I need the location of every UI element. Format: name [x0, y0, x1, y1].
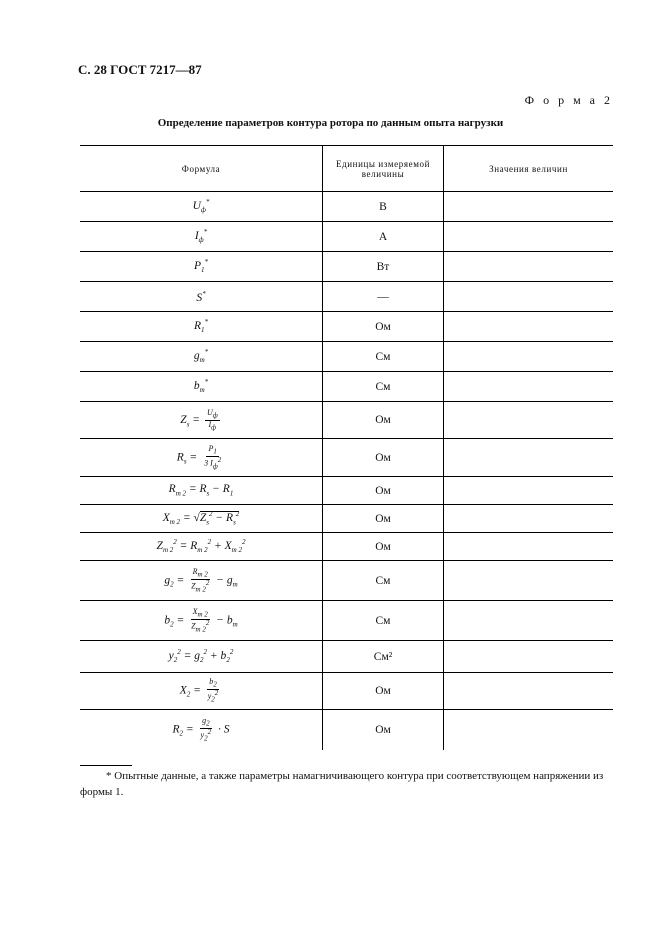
formula-cell: $R_2$ = $\frac{g_2}{y_2^2}$ · S — [172, 716, 230, 743]
formula-cell: $Z_s$ = $\frac{U_ф}{I_ф}$ — [180, 407, 218, 432]
value-cell — [444, 252, 613, 281]
value-cell — [444, 710, 613, 750]
unit-cell: Ом — [322, 312, 444, 341]
unit-cell: — — [322, 282, 444, 311]
formula-cell: $Z_{m 2}^2 = R_{m 2}^2 + X_{m 2}^2$ — [156, 538, 246, 555]
value-cell — [444, 533, 613, 560]
unit-cell: См² — [322, 641, 444, 672]
formula-cell: $P_1^*$ — [193, 258, 209, 275]
unit-cell: В — [322, 192, 444, 221]
formula-cell: $I_ф^*$ — [194, 228, 208, 245]
unit-cell: А — [322, 222, 444, 251]
unit-cell: См — [322, 561, 444, 600]
table-row — [80, 710, 613, 750]
table-row — [80, 505, 613, 533]
unit-cell: Ом — [322, 533, 444, 560]
column-header-units: Единицы измеряемой величины — [322, 146, 444, 191]
value-cell — [444, 477, 613, 504]
footnote-divider — [80, 765, 132, 766]
table-row — [80, 372, 613, 402]
formula-cell: $g_m^*$ — [193, 348, 209, 365]
unit-cell: Ом — [322, 477, 444, 504]
table-row — [80, 282, 613, 312]
value-cell — [444, 222, 613, 251]
unit-cell: Ом — [322, 505, 444, 532]
formula-cell: $R_s$ = $\frac{P_1}{3 I_ф^2}$ — [176, 443, 222, 470]
footnote: * Опытные данные, а также параметры намагничивающего контура при соответствующем напряжении из формы 1. — [80, 770, 604, 798]
unit-cell: См — [322, 372, 444, 401]
column-header-formula: Формула — [181, 163, 221, 174]
value-cell — [444, 439, 613, 476]
table-row — [80, 641, 613, 673]
table-row — [80, 533, 613, 561]
value-cell — [444, 561, 613, 600]
table-row — [80, 561, 613, 601]
table-row — [80, 222, 613, 252]
value-cell — [444, 673, 613, 709]
page-header: С. 28 ГОСТ 7217—87 — [78, 62, 202, 77]
unit-cell: Ом — [322, 710, 444, 750]
formula-cell: $R_1^*$ — [193, 318, 209, 335]
value-cell — [444, 192, 613, 221]
formula-cell: $X_2$ = $\frac{b_2}{y_2^2}$ — [179, 677, 219, 704]
value-cell — [444, 342, 613, 371]
formula-cell: $b_m^*$ — [193, 378, 209, 395]
value-cell — [444, 641, 613, 672]
unit-cell: См — [322, 601, 444, 640]
value-cell — [444, 372, 613, 401]
unit-cell: Ом — [322, 673, 444, 709]
table-row — [80, 439, 613, 477]
table-header-row — [80, 146, 613, 192]
formula-cell: $X_{m 2} = √Z_s^2 - R_s^2$ — [162, 510, 240, 527]
formula-cell: $y_2^2 = g_2^2 + b_2^2$ — [168, 648, 234, 665]
value-cell — [444, 601, 613, 640]
formula-cell: $b_2$ = $\frac{X_{m 2}}{Z_{m 2}^2}$ − $b_m$ — [164, 606, 238, 633]
table-row — [80, 601, 613, 641]
table-row — [80, 673, 613, 710]
table-row — [80, 192, 613, 222]
formula-cell: $R_{m 2} = R_s - R_1$ — [168, 483, 234, 498]
table-row — [80, 252, 613, 282]
unit-cell: Вт — [322, 252, 444, 281]
table-row — [80, 402, 613, 439]
value-cell — [444, 282, 613, 311]
formula-cell: $g_2$ = $\frac{R_{m 2}}{Z_{m 2}^2}$ − $g_m$ — [164, 566, 238, 593]
form-label: Ф о р м а 2 — [524, 93, 613, 107]
column-header-values: Значения величин — [489, 163, 568, 174]
value-cell — [444, 312, 613, 341]
table-row — [80, 477, 613, 505]
unit-cell: Ом — [322, 439, 444, 476]
formula-cell: $U_ф^*$ — [192, 198, 210, 215]
value-cell — [444, 402, 613, 438]
table-title: Определение параметров контура ротора по данным опыта нагрузки — [157, 117, 504, 129]
table-row — [80, 342, 613, 372]
unit-cell: См — [322, 342, 444, 371]
unit-cell: Ом — [322, 402, 444, 438]
parameters-table — [80, 145, 613, 750]
formula-cell: S* — [196, 289, 206, 304]
value-cell — [444, 505, 613, 532]
table-row — [80, 312, 613, 342]
